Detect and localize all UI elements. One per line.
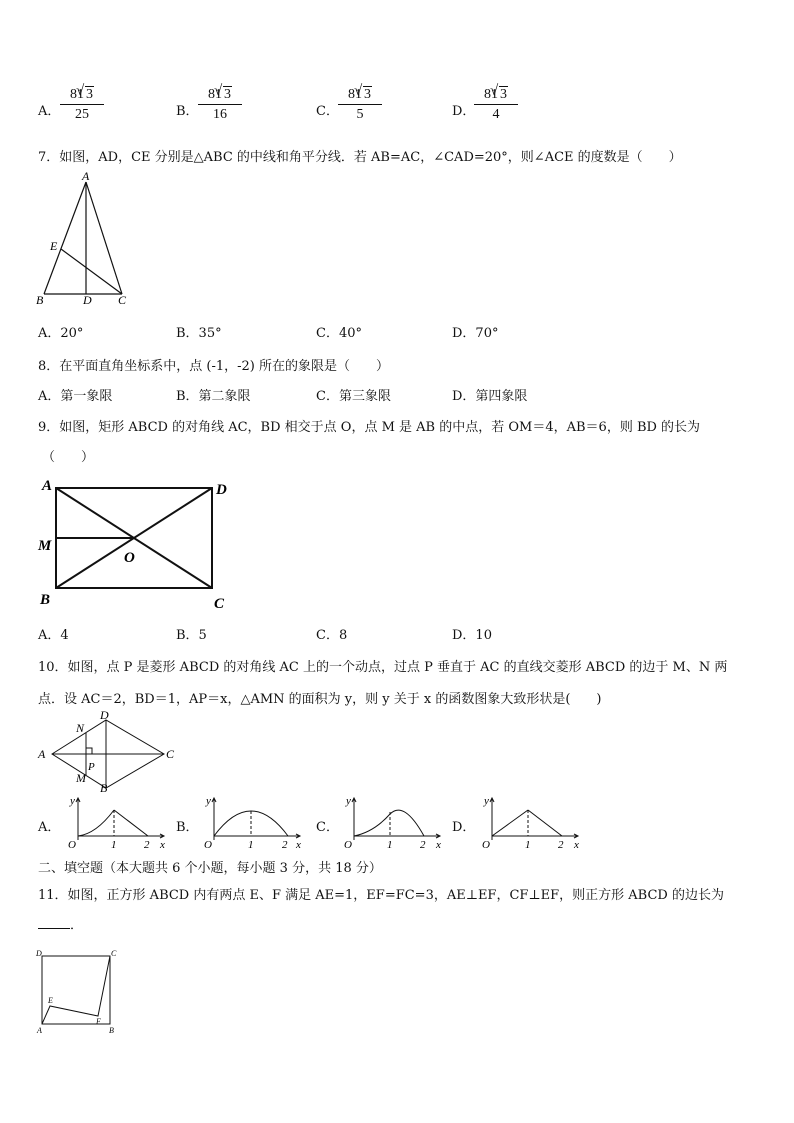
q11-label-a: A xyxy=(37,1026,42,1035)
svg-text:y: y xyxy=(484,795,489,807)
q6-option-a-letter: A． xyxy=(38,104,61,119)
q7-triangle-figure xyxy=(32,170,142,310)
q6-option-c-fraction: $\frac{81√ 3}{5}$ xyxy=(338,86,382,123)
section-title: 二、填空题（本大题共 6 个小题，每小题 3 分，共 18 分） xyxy=(38,861,382,876)
svg-text:y: y xyxy=(70,795,75,807)
q8-option-d: D．第四象限 xyxy=(452,389,528,404)
q11-square-figure xyxy=(34,946,124,1034)
q6-option-b-fraction: $\frac{81√ 3}{16}$ xyxy=(198,86,242,123)
answer-blank xyxy=(38,928,70,929)
q10-option-a-letter: A． xyxy=(38,820,61,835)
q10-label-n: N xyxy=(76,721,85,735)
q7-label-a: A xyxy=(82,169,90,183)
q9-label-c: C xyxy=(214,596,225,612)
svg-text:O: O xyxy=(482,839,490,851)
svg-text:O: O xyxy=(204,839,212,851)
svg-text:x: x xyxy=(574,839,579,851)
q9-stem: 9．如图，矩形 ABCD 的对角线 AC，BD 相交于点 O，点 M 是 AB 的中点，若 OM＝4，AB＝6，则 BD 的长为 xyxy=(38,420,701,435)
svg-text:1: 1 xyxy=(248,839,254,851)
q9-option-d: D．10 xyxy=(452,628,492,643)
q7-label-b: B xyxy=(36,293,44,307)
q10-label-p: P xyxy=(88,761,95,773)
q9-option-a: A．4 xyxy=(38,628,69,643)
q9-label-d: D xyxy=(216,482,227,498)
q9-option-c: C．8 xyxy=(316,628,348,643)
q11-label-b: B xyxy=(109,1026,114,1035)
svg-text:x: x xyxy=(160,839,165,851)
q8-option-c: C．第三象限 xyxy=(316,389,391,404)
svg-text:O: O xyxy=(68,839,76,851)
q10-label-b: B xyxy=(100,781,108,795)
q10-stem-line1: 10．如图，点 P 是菱形 ABCD 的对角线 AC 上的一个动点，过点 P 垂直于 AC 的直线交菱形 ABCD 的边于 M、N 两 xyxy=(38,660,728,675)
q10-option-b-graph xyxy=(198,792,310,852)
q11-answer-line: ． xyxy=(38,914,83,933)
q11-label-f: F xyxy=(96,1017,101,1026)
q9-label-o: O xyxy=(124,550,135,566)
svg-text:O: O xyxy=(344,839,352,851)
svg-text:1: 1 xyxy=(111,839,117,851)
q9-rectangle-figure xyxy=(36,474,246,614)
q10-label-m: M xyxy=(76,771,86,785)
q11-label-e: E xyxy=(48,996,53,1005)
svg-text:1: 1 xyxy=(525,839,531,851)
q6-option-d-letter: D． xyxy=(452,104,476,119)
q10-rhombus-figure xyxy=(36,708,186,796)
svg-text:2: 2 xyxy=(558,839,564,851)
q6-option-c-letter: C． xyxy=(316,104,339,119)
q7-option-c: C．40° xyxy=(316,326,362,341)
q10-option-a-graph xyxy=(62,792,174,852)
q10-option-d-letter: D． xyxy=(452,820,476,835)
q7-option-b: B．35° xyxy=(176,326,222,341)
q7-label-c: C xyxy=(118,293,127,307)
q9-paren: （ ） xyxy=(42,450,95,465)
q10-option-c-letter: C． xyxy=(316,820,339,835)
q9-label-a: A xyxy=(42,478,53,494)
q7-option-d: D．70° xyxy=(452,326,499,341)
q11-stem: 11．如图，正方形 ABCD 内有两点 E、F 满足 AE=1，EF=FC=3，AE⊥EF，CF⊥EF，则正方形 ABCD 的边长为 xyxy=(38,888,724,903)
q7-stem: 7．如图，AD，CE 分别是△ABC 的中线和角平分线．若 AB=AC，∠CAD=20°，则∠ACE 的度数是（ ） xyxy=(38,150,682,165)
svg-text:x: x xyxy=(296,839,301,851)
svg-text:x: x xyxy=(436,839,441,851)
q10-option-d-graph xyxy=(476,792,588,852)
q11-label-d: D xyxy=(36,949,42,958)
q9-option-b: B．5 xyxy=(176,628,207,643)
q9-label-b: B xyxy=(40,592,51,608)
svg-text:y: y xyxy=(346,795,351,807)
q10-label-c: C xyxy=(166,747,175,761)
q8-option-a: A．第一象限 xyxy=(38,389,113,404)
svg-text:2: 2 xyxy=(144,839,150,851)
q11-label-c: C xyxy=(111,949,117,958)
q8-stem: 8．在平面直角坐标系中，点 (-1，-2) 所在的象限是（ ） xyxy=(38,359,390,374)
q10-label-d: D xyxy=(100,708,109,722)
q10-option-b-letter: B． xyxy=(176,820,199,835)
q10-stem-line2: 点．设 AC＝2，BD＝1，AP＝x，△AMN 的面积为 y，则 y 关于 x 的函数图象大致形状是( ) xyxy=(38,692,602,707)
q7-option-a: A．20° xyxy=(38,326,84,341)
q10-label-a: A xyxy=(38,747,46,761)
q8-option-b: B．第二象限 xyxy=(176,389,251,404)
q7-label-e: E xyxy=(50,239,58,253)
q6-option-d-fraction: $\frac{81√ 3}{4}$ xyxy=(474,86,518,123)
svg-text:1: 1 xyxy=(387,839,393,851)
q10-option-c-graph xyxy=(338,792,450,852)
q9-label-m: M xyxy=(38,538,52,554)
q7-label-d: D xyxy=(83,293,92,307)
svg-text:2: 2 xyxy=(420,839,426,851)
q6-option-b-letter: B． xyxy=(176,104,199,119)
svg-text:2: 2 xyxy=(282,839,288,851)
q6-option-a-fraction: $\frac{81√ 3}{25}$ xyxy=(60,86,104,123)
svg-text:y: y xyxy=(206,795,211,807)
